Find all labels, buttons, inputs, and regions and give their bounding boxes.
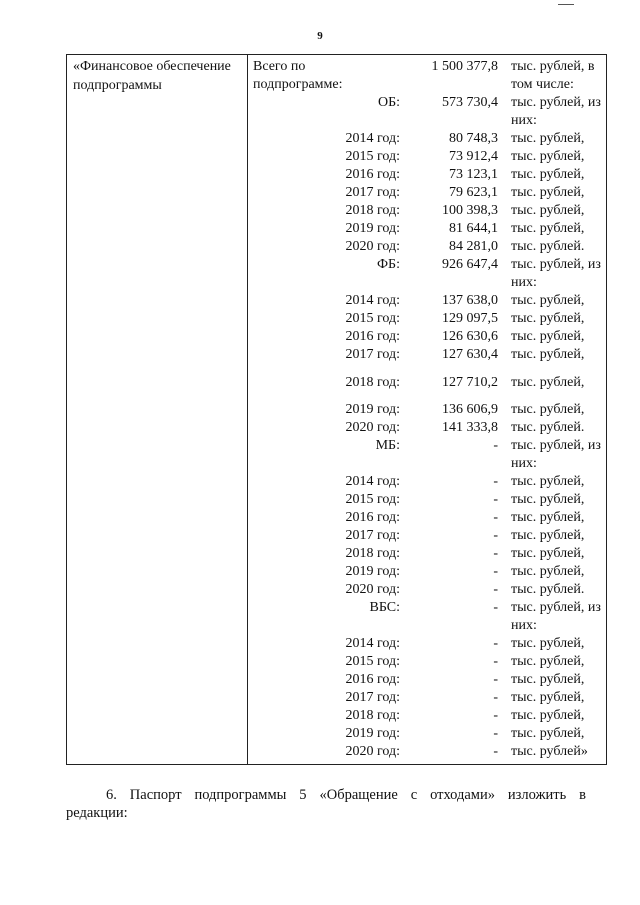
row-value: -	[493, 636, 498, 651]
row-label: 2018 год:	[345, 203, 400, 218]
row-unit: тыс. рублей.	[511, 239, 585, 254]
row-label: 2015 год:	[345, 311, 400, 326]
row-value: 127 630,4	[442, 347, 498, 362]
row-unit: тыс. рублей,	[511, 672, 585, 687]
row-unit: тыс. рублей,	[511, 311, 585, 326]
row-unit: тыс. рублей,	[511, 293, 585, 308]
row-unit: тыс. рублей,	[511, 546, 585, 561]
row-unit: тыс. рублей, из них:	[511, 95, 601, 128]
row-value: 126 630,6	[442, 329, 498, 344]
row-value: -	[493, 744, 498, 759]
row-label: 2019 год:	[345, 221, 400, 236]
row-value: -	[493, 582, 498, 597]
row-label: 2016 год:	[345, 672, 400, 687]
total-value: 1 500 377,8	[431, 59, 498, 74]
row-unit: тыс. рублей,	[511, 726, 585, 741]
row-unit: тыс. рублей,	[511, 375, 585, 390]
row-label: 2019 год:	[345, 564, 400, 579]
row-label: 2016 год:	[345, 329, 400, 344]
row-unit: тыс. рублей,	[511, 708, 585, 723]
row-label: 2020 год:	[345, 239, 400, 254]
row-label: 2018 год:	[345, 375, 400, 390]
row-label: 2017 год:	[345, 690, 400, 705]
row-unit: тыс. рублей,	[511, 564, 585, 579]
row-value: 79 623,1	[449, 185, 498, 200]
row-label: 2018 год:	[345, 708, 400, 723]
row-unit: тыс. рублей,	[511, 528, 585, 543]
row-unit: тыс. рублей»	[511, 744, 588, 759]
row-value: 926 647,4	[442, 257, 498, 272]
row-label: 2019 год:	[345, 402, 400, 417]
row-unit: тыс. рублей,	[511, 203, 585, 218]
row-value: 127 710,2	[442, 375, 498, 390]
row-label: 2017 год:	[345, 528, 400, 543]
row-unit: тыс. рублей,	[511, 510, 585, 525]
row-value: 73 912,4	[449, 149, 498, 164]
row-value: 100 398,3	[442, 203, 498, 218]
row-value: -	[493, 726, 498, 741]
row-value: -	[493, 708, 498, 723]
row-label: ВБС:	[369, 600, 400, 615]
row-unit: тыс. рублей,	[511, 329, 585, 344]
row-unit: тыс. рублей,	[511, 474, 585, 489]
row-value: -	[493, 474, 498, 489]
row-value: 73 123,1	[449, 167, 498, 182]
paragraph-item-6: 6. Паспорт подпрограммы 5 «Обращение с отходами» изложить в редакции:	[66, 787, 586, 821]
row-label: 2014 год:	[345, 131, 400, 146]
row-label: МБ:	[375, 438, 400, 453]
row-value: -	[493, 564, 498, 579]
table-left-title: «Финансовое обеспечение подпрограммы	[73, 59, 231, 93]
row-label: 2020 год:	[345, 744, 400, 759]
row-value: 80 748,3	[449, 131, 498, 146]
row-label: 2020 год:	[345, 582, 400, 597]
total-label: Всего по подпрограмме:	[253, 59, 343, 92]
row-value: -	[493, 690, 498, 705]
row-unit: тыс. рублей,	[511, 690, 585, 705]
row-value: -	[493, 672, 498, 687]
row-unit: тыс. рублей,	[511, 185, 585, 200]
row-label: 2016 год:	[345, 510, 400, 525]
row-label: 2019 год:	[345, 726, 400, 741]
row-value: 84 281,0	[449, 239, 498, 254]
row-unit: тыс. рублей, из них:	[511, 600, 601, 633]
row-unit: тыс. рублей,	[511, 131, 585, 146]
row-unit: тыс. рублей,	[511, 347, 585, 362]
row-label: ФБ:	[377, 257, 400, 272]
row-unit: тыс. рублей,	[511, 492, 585, 507]
row-label: 2014 год:	[345, 636, 400, 651]
row-value: -	[493, 600, 498, 615]
row-unit: тыс. рублей.	[511, 420, 585, 435]
row-value: -	[493, 528, 498, 543]
row-value: -	[493, 546, 498, 561]
row-value: -	[493, 654, 498, 669]
row-unit: тыс. рублей,	[511, 149, 585, 164]
row-value: -	[493, 492, 498, 507]
row-unit: тыс. рублей,	[511, 221, 585, 236]
row-label: 2017 год:	[345, 185, 400, 200]
row-value: 136 606,9	[442, 402, 498, 417]
row-label: 2014 год:	[345, 474, 400, 489]
row-unit: тыс. рублей,	[511, 636, 585, 651]
row-unit: тыс. рублей,	[511, 654, 585, 669]
row-label: 2015 год:	[345, 492, 400, 507]
row-value: -	[493, 438, 498, 453]
row-label: 2017 год:	[345, 347, 400, 362]
row-label: 2020 год:	[345, 420, 400, 435]
row-value: -	[493, 510, 498, 525]
row-unit: тыс. рублей,	[511, 402, 585, 417]
row-unit: тыс. рублей, из них:	[511, 438, 601, 471]
row-value: 129 097,5	[442, 311, 498, 326]
row-unit: тыс. рублей.	[511, 582, 585, 597]
row-unit: тыс. рублей,	[511, 167, 585, 182]
row-value: 81 644,1	[449, 221, 498, 236]
row-value: 141 333,8	[442, 420, 498, 435]
financing-table	[66, 54, 607, 765]
page-number: 9	[317, 30, 323, 42]
row-value: 137 638,0	[442, 293, 498, 308]
row-unit: тыс. рублей, из них:	[511, 257, 601, 290]
row-label: ОБ:	[377, 95, 400, 110]
row-value: 573 730,4	[442, 95, 498, 110]
total-unit: тыс. рублей, в том числе:	[511, 59, 595, 92]
row-label: 2018 год:	[345, 546, 400, 561]
scan-mark	[558, 4, 574, 5]
row-label: 2014 год:	[345, 293, 400, 308]
row-label: 2016 год:	[345, 167, 400, 182]
row-label: 2015 год:	[345, 149, 400, 164]
row-label: 2015 год:	[345, 654, 400, 669]
